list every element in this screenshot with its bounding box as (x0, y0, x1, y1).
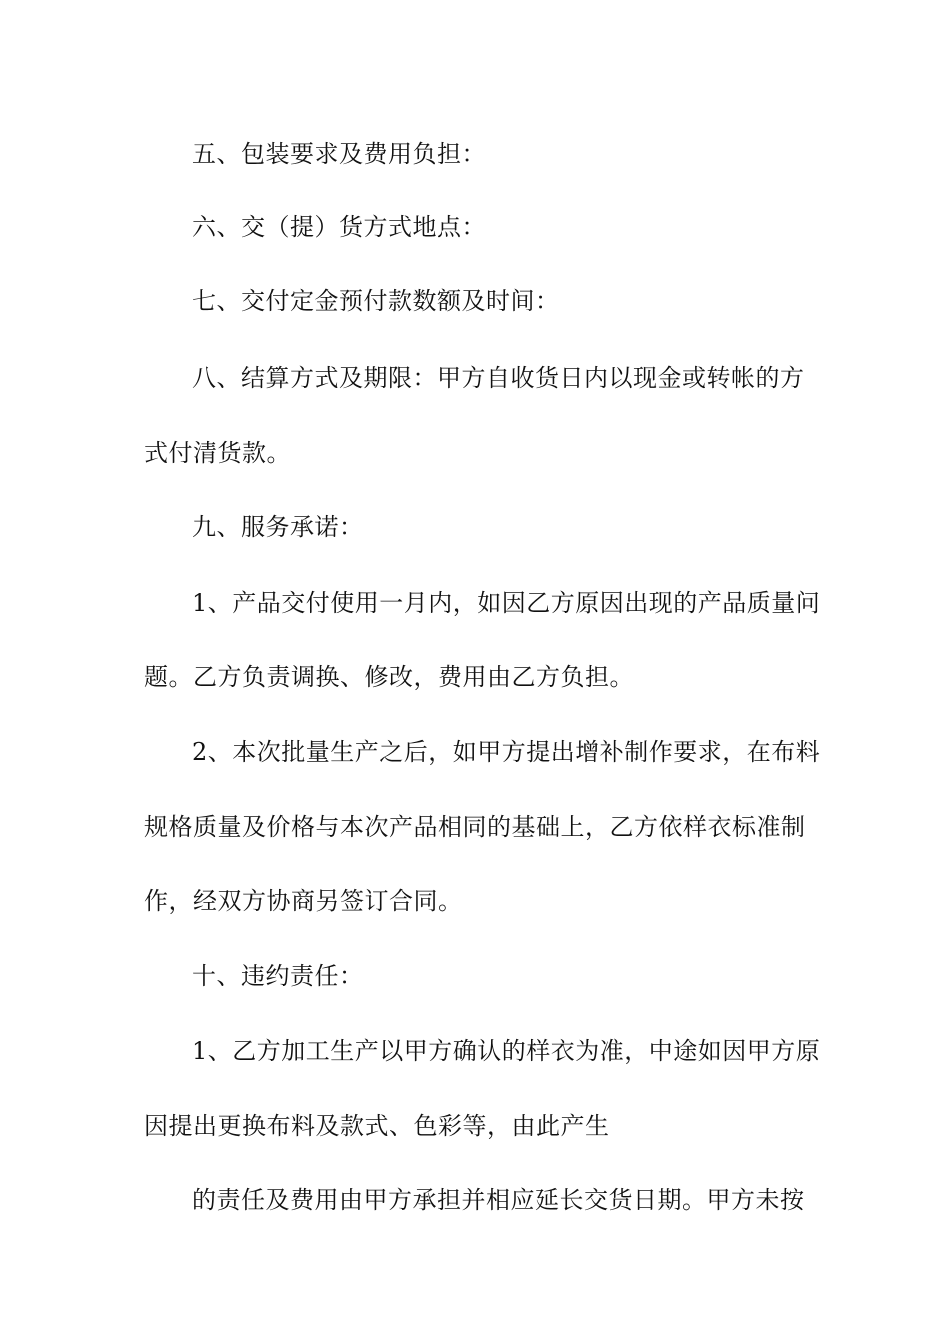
clause-9-item-1-line-1: 1、产品交付使用一月内，如因乙方原因出现的产品质量问 (192, 589, 821, 617)
clause-5-heading: 五、包装要求及费用负担： (192, 140, 486, 168)
clause-9-item-2-line-3: 作，经双方协商另签订合同。 (144, 887, 463, 915)
clause-10-heading: 十、违约责任： (192, 962, 364, 990)
clause-8-line-1: 八、结算方式及期限：甲方自收货日内以现金或转帐的方 (192, 364, 805, 392)
clause-6-heading: 六、交（提）货方式地点： (192, 213, 486, 241)
clause-10-item-1-line-1: 1、乙方加工生产以甲方确认的样衣为准，中途如因甲方原 (192, 1037, 821, 1065)
clause-10-item-1-line-2: 因提出更换布料及款式、色彩等，由此产生 (144, 1112, 610, 1140)
clause-10-item-1-line-3: 的责任及费用由甲方承担并相应延长交货日期。甲方未按 (192, 1186, 805, 1214)
clause-9-item-2-line-1: 2、本次批量生产之后，如甲方提出增补制作要求，在布料 (192, 738, 821, 766)
clause-9-item-1-line-2: 题。乙方负责调换、修改，费用由乙方负担。 (144, 663, 634, 691)
clause-8-line-2: 式付清货款。 (144, 439, 291, 467)
clause-9-item-2-line-2: 规格质量及价格与本次产品相同的基础上，乙方依样衣标准制 (144, 813, 806, 841)
clause-7-heading: 七、交付定金预付款数额及时间： (192, 287, 560, 315)
clause-9-heading: 九、服务承诺： (192, 513, 364, 541)
